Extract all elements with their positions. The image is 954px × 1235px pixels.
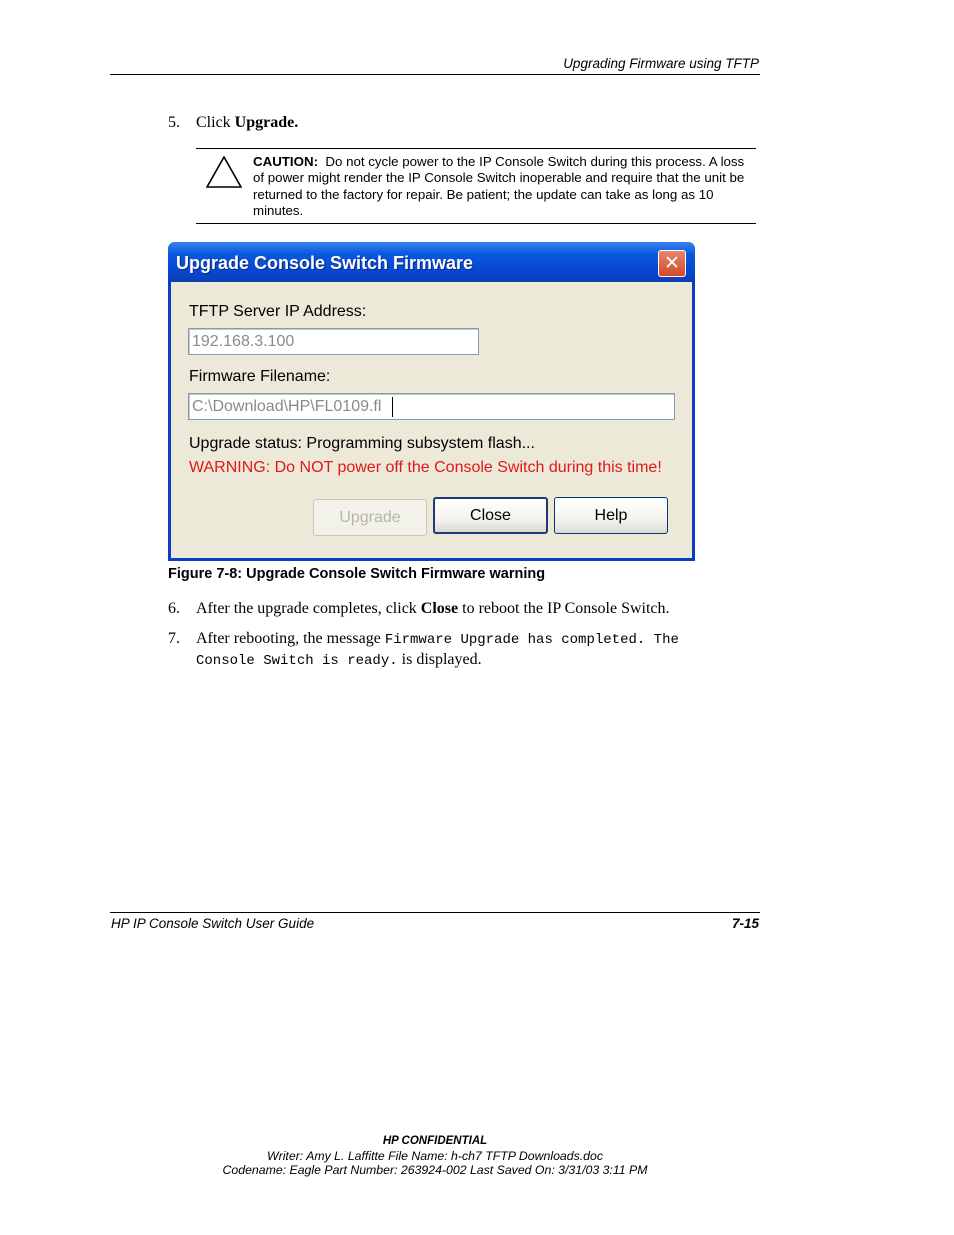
help-button[interactable]: Help [554, 497, 668, 534]
step-code: Console Switch is ready. [196, 653, 398, 669]
tftp-server-label: TFTP Server IP Address: [189, 303, 367, 320]
step-text-plain: is displayed. [397, 651, 482, 668]
footer-guide-title: HP IP Console Switch User Guide [111, 916, 315, 931]
close-icon: ✕ [664, 252, 680, 274]
caution-text [253, 154, 758, 220]
step-text-bold: Upgrade. [234, 114, 299, 131]
step-code: Firmware Upgrade has completed. The [384, 632, 679, 648]
step-text-bold: Close [420, 600, 459, 617]
step-text-continued [196, 650, 482, 671]
upgrade-status-text: Upgrade status: Programming subsystem flash... [189, 435, 535, 452]
step-text-plain: After the upgrade completes, click [196, 600, 421, 617]
firmware-filename-input[interactable] [188, 393, 675, 420]
dialog-titlebar [168, 242, 695, 282]
running-header [110, 56, 760, 75]
step-text [196, 599, 670, 619]
dialog-title: Upgrade Console Switch Firmware [176, 253, 474, 273]
step-number: 6. [168, 600, 180, 617]
confidential-label: HP CONFIDENTIAL [382, 1135, 488, 1147]
close-button[interactable]: Close [433, 497, 548, 534]
figure-caption: Figure 7-8: Upgrade Console Switch Firmware warning [168, 566, 546, 582]
step-text-plain: After rebooting, the message [196, 630, 385, 647]
step-text-plain: to reboot the IP Console Switch. [458, 600, 670, 617]
upgrade-button[interactable]: Upgrade [313, 499, 427, 536]
page-footer [110, 912, 760, 935]
step-number: 7. [168, 630, 180, 647]
firmware-filename-label: Firmware Filename: [189, 368, 331, 385]
caution-label: CAUTION: [253, 154, 318, 169]
step-number: 5. [168, 114, 180, 131]
tftp-server-value: 192.168.3.100 [192, 333, 295, 350]
step-text [196, 113, 298, 133]
power-warning-text: WARNING: Do NOT power off the Console Switch during this time! [189, 459, 662, 476]
firmware-filename-value: C:\Download\HP\FL0109.fl [192, 398, 382, 415]
dialog-body [171, 282, 692, 558]
step-text [196, 629, 679, 650]
step-text-plain: Click [196, 114, 235, 131]
tftp-server-input[interactable] [188, 328, 479, 355]
confidential-codename: Codename: Eagle Part Number: 263924-002 Last Saved On: 3/31/03 3:11 PM [222, 1163, 648, 1177]
dialog-close-button[interactable] [658, 250, 686, 277]
running-title: Upgrading Firmware using TFTP [563, 56, 759, 71]
upgrade-firmware-dialog [168, 242, 695, 561]
caution-box [196, 148, 756, 224]
warning-triangle-icon [206, 156, 242, 188]
caution-body: Do not cycle power to the IP Console Switch during this process. A loss of power might render the IP Console Switch inoperable and require that the unit be returned to the factory for repair. Be patient; the update can take as long as 10 minutes. [253, 154, 745, 219]
page-number: 7-15 [731, 916, 759, 931]
confidential-writer: Writer: Amy L. Laffitte File Name: h-ch7 TFTP Downloads.doc [267, 1149, 603, 1163]
text-caret [392, 397, 393, 417]
